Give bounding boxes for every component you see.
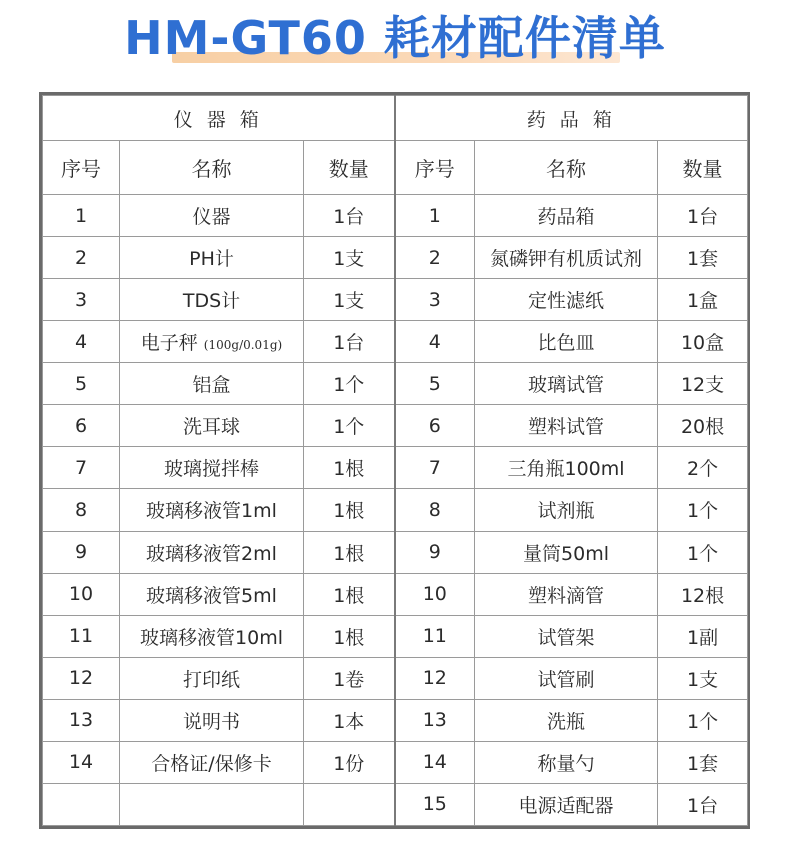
left-row-qty: 1根 <box>304 573 395 615</box>
right-row-name: 定性滤纸 <box>475 279 658 321</box>
right-row-qty: 12支 <box>658 363 748 405</box>
right-col-name: 名称 <box>475 141 658 195</box>
right-row-name: 塑料试管 <box>475 405 658 447</box>
right-row-no: 2 <box>395 237 475 279</box>
right-row-no: 3 <box>395 279 475 321</box>
right-col-qty: 数量 <box>658 141 748 195</box>
table-row <box>43 195 748 237</box>
table-row <box>43 615 748 657</box>
right-row-no: 13 <box>395 699 475 741</box>
right-row-name: 试管架 <box>475 615 658 657</box>
left-row-name <box>120 321 304 363</box>
left-row-qty: 1支 <box>304 279 395 321</box>
table-row <box>43 321 748 363</box>
item-name: PH计 <box>189 248 234 271</box>
right-row-name: 称量勺 <box>475 741 658 783</box>
left-row-name <box>120 279 304 321</box>
table-row <box>43 741 748 783</box>
item-name: 洗耳球 <box>182 416 240 439</box>
right-row-no: 10 <box>395 573 475 615</box>
right-row-qty: 1套 <box>658 741 748 783</box>
right-row-qty: 1副 <box>658 615 748 657</box>
left-row-qty: 1本 <box>304 699 395 741</box>
left-col-name: 名称 <box>120 141 304 195</box>
right-row-name: 药品箱 <box>475 195 658 237</box>
left-row-name <box>120 741 304 783</box>
left-row-qty <box>304 783 395 825</box>
item-name: 打印纸 <box>182 668 240 691</box>
item-name: 仪器 <box>192 206 231 229</box>
item-name: 玻璃搅拌棒 <box>163 458 259 481</box>
right-row-no: 12 <box>395 657 475 699</box>
right-row-no: 15 <box>395 783 475 825</box>
left-row-qty: 1根 <box>304 447 395 489</box>
left-row-no: 5 <box>43 363 120 405</box>
left-row-name <box>120 531 304 573</box>
left-row-no: 3 <box>43 279 120 321</box>
left-row-no: 4 <box>43 321 120 363</box>
right-row-name: 塑料滴管 <box>475 573 658 615</box>
left-row-qty: 1台 <box>304 195 395 237</box>
left-row-no: 10 <box>43 573 120 615</box>
left-row-qty: 1卷 <box>304 657 395 699</box>
left-row-no <box>43 783 120 825</box>
right-row-qty: 10盒 <box>658 321 748 363</box>
left-row-qty: 1根 <box>304 615 395 657</box>
item-name: TDS计 <box>182 290 241 313</box>
table-row <box>43 699 748 741</box>
left-row-name <box>120 573 304 615</box>
item-name: 玻璃移液管1ml <box>146 500 277 523</box>
right-row-qty: 20根 <box>658 405 748 447</box>
table-row <box>43 237 748 279</box>
right-row-no: 9 <box>395 531 475 573</box>
right-row-qty: 1个 <box>658 489 748 531</box>
left-row-qty: 1份 <box>304 741 395 783</box>
item-name: 玻璃移液管10ml <box>140 626 283 649</box>
title-area <box>0 0 790 90</box>
left-row-qty: 1根 <box>304 489 395 531</box>
left-row-no: 2 <box>43 237 120 279</box>
right-row-qty: 1支 <box>658 657 748 699</box>
item-name: 玻璃移液管5ml <box>146 584 277 607</box>
table-row <box>43 489 748 531</box>
item-name: 铝盒 <box>192 374 231 397</box>
right-row-name: 氮磷钾有机质试剂 <box>475 237 658 279</box>
right-row-no: 1 <box>395 195 475 237</box>
table-row <box>43 573 748 615</box>
right-row-name: 三角瓶100ml <box>475 447 658 489</box>
right-row-qty: 1台 <box>658 783 748 825</box>
right-row-qty: 1套 <box>658 237 748 279</box>
right-row-no: 4 <box>395 321 475 363</box>
left-row-name <box>120 783 304 825</box>
table-row <box>43 657 748 699</box>
right-row-qty: 2个 <box>658 447 748 489</box>
instrument-box-header: 仪 器 箱 <box>43 96 395 141</box>
right-row-qty: 1个 <box>658 531 748 573</box>
right-row-name: 玻璃试管 <box>475 363 658 405</box>
table-row <box>43 405 748 447</box>
left-row-name <box>120 195 304 237</box>
left-row-name <box>120 405 304 447</box>
left-col-qty: 数量 <box>304 141 395 195</box>
left-row-qty: 1根 <box>304 531 395 573</box>
left-row-no: 11 <box>43 615 120 657</box>
table-row <box>43 279 748 321</box>
left-row-name <box>120 489 304 531</box>
table-row <box>43 531 748 573</box>
left-row-name <box>120 657 304 699</box>
right-col-no: 序号 <box>395 141 475 195</box>
right-row-qty: 1台 <box>658 195 748 237</box>
left-row-name <box>120 363 304 405</box>
right-row-name: 比色皿 <box>475 321 658 363</box>
right-row-name: 电源适配器 <box>475 783 658 825</box>
parts-list-table-frame <box>39 92 750 829</box>
left-row-qty: 1台 <box>304 321 395 363</box>
left-row-name <box>120 237 304 279</box>
left-row-no: 7 <box>43 447 120 489</box>
left-row-qty: 1个 <box>304 405 395 447</box>
right-row-name: 试管刷 <box>475 657 658 699</box>
right-row-name: 量筒50ml <box>475 531 658 573</box>
table-body <box>43 195 748 826</box>
right-row-name: 洗瓶 <box>475 699 658 741</box>
right-row-no: 8 <box>395 489 475 531</box>
item-name: 合格证/保修卡 <box>151 752 272 775</box>
item-name: 说明书 <box>182 710 240 733</box>
right-row-no: 14 <box>395 741 475 783</box>
reagent-box-header: 药 品 箱 <box>395 96 748 141</box>
right-row-name: 试剂瓶 <box>475 489 658 531</box>
left-row-name <box>120 447 304 489</box>
left-row-no: 9 <box>43 531 120 573</box>
item-name: 电子秤 <box>140 332 198 355</box>
left-row-no: 13 <box>43 699 120 741</box>
table-row <box>43 783 748 825</box>
right-row-no: 5 <box>395 363 475 405</box>
left-row-no: 8 <box>43 489 120 531</box>
right-row-no: 7 <box>395 447 475 489</box>
right-row-qty: 1个 <box>658 699 748 741</box>
left-row-qty: 1个 <box>304 363 395 405</box>
left-row-no: 1 <box>43 195 120 237</box>
left-row-no: 12 <box>43 657 120 699</box>
left-row-name <box>120 615 304 657</box>
right-row-no: 11 <box>395 615 475 657</box>
table-row <box>43 363 748 405</box>
left-row-no: 6 <box>43 405 120 447</box>
left-col-no: 序号 <box>43 141 120 195</box>
right-row-qty: 1盒 <box>658 279 748 321</box>
page-title: HM-GT60 耗材配件清单 <box>124 11 666 65</box>
left-row-name <box>120 699 304 741</box>
right-row-qty: 12根 <box>658 573 748 615</box>
parts-list-table <box>42 95 748 826</box>
item-spec-note: (100g/0.01g) <box>203 338 283 353</box>
right-row-no: 6 <box>395 405 475 447</box>
left-row-qty: 1支 <box>304 237 395 279</box>
table-row <box>43 447 748 489</box>
item-name: 玻璃移液管2ml <box>146 542 277 565</box>
left-row-no: 14 <box>43 741 120 783</box>
